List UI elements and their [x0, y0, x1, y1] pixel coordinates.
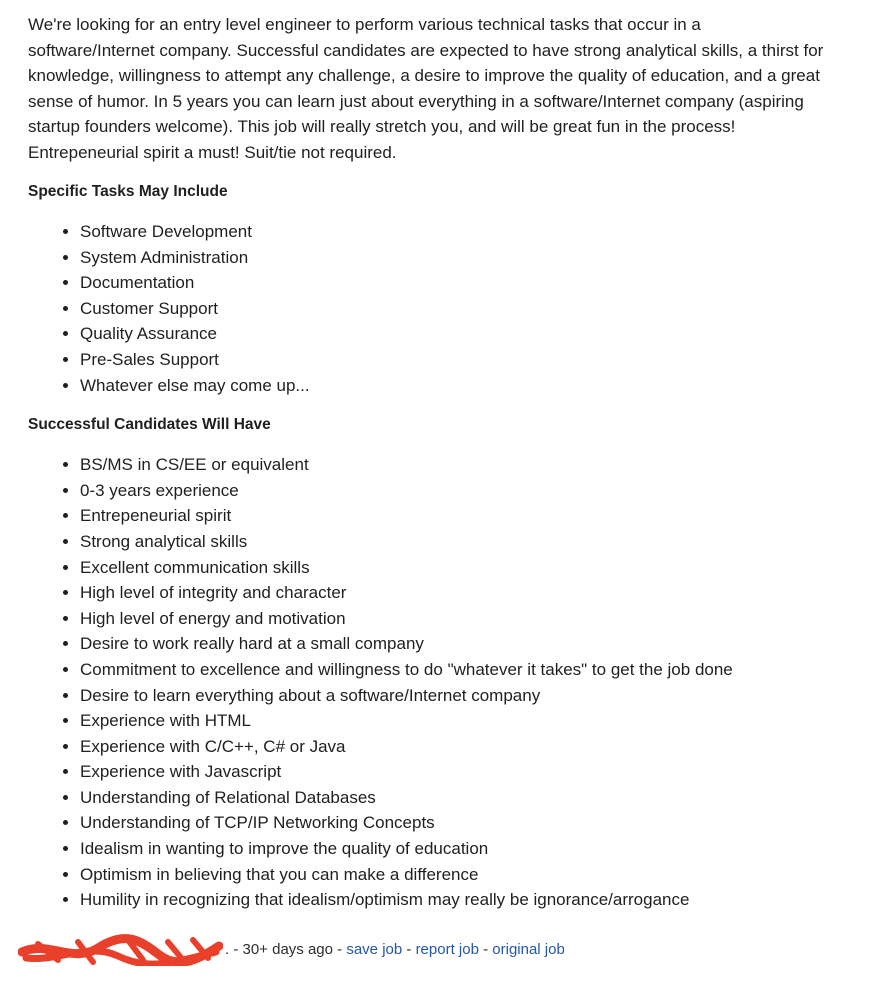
list-item: • BS/MS in CS/EE or equivalent [80, 452, 828, 478]
list-item: • Customer Support [80, 296, 828, 322]
list-item: • Excellent communication skills [80, 555, 828, 581]
candidates-list [28, 452, 828, 913]
list-item: • Idealism in wanting to improve the quality of education [80, 836, 828, 862]
list-item: • Understanding of Relational Databases [80, 785, 828, 811]
list-item: • Entrepeneurial spirit [80, 503, 828, 529]
job-footer [18, 934, 565, 966]
list-item: • Desire to work really hard at a small company [80, 631, 828, 657]
report-job-link[interactable]: report job [415, 941, 479, 958]
list-item: • Documentation [80, 270, 828, 296]
list-item: • Pre-Sales Support [80, 347, 828, 373]
tasks-heading: Specific Tasks May Include [28, 183, 228, 200]
candidates-heading: Successful Candidates Will Have [28, 416, 271, 434]
tasks-list [28, 219, 828, 398]
list-item: • Commitment to excellence and willingness to do "whatever it takes" to get the job done [80, 657, 828, 683]
list-item: • High level of integrity and character [80, 580, 828, 606]
redaction-scribble [18, 934, 223, 966]
list-item: • Strong analytical skills [80, 529, 828, 555]
separator: - [333, 941, 347, 958]
job-intro-paragraph: We're looking for an entry level engineer to perform various technical tasks that occur in a software/Internet company. Successful candidates are expected to have strong analytical skills, a thirst for knowledge, willingness to attempt any challenge, a desire to improve the quality of education, and a great sense of humor. In 5 years you can learn just about everything in a software/Internet company (aspiring startup founders welcome). This job will really stretch you, and will be great fun in the process! Entrepeneurial spirit a must! Suit/tie not required. [28, 15, 824, 162]
list-item: • Humility in recognizing that idealism/optimism may really be ignorance/arrogance [80, 887, 828, 913]
list-item: • Experience with Javascript [80, 759, 828, 785]
list-item: • Optimism in believing that you can make a difference [80, 862, 828, 888]
list-item: • System Administration [80, 245, 828, 271]
list-item: • Experience with C/C++, C# or Java [80, 734, 828, 760]
list-item: • Whatever else may come up... [80, 373, 828, 399]
separator: - [478, 941, 493, 958]
original-job-link[interactable]: original job [492, 941, 565, 958]
list-item: • Quality Assurance [80, 321, 828, 347]
list-item: • Experience with HTML [80, 708, 828, 734]
list-item: • High level of energy and motivation [80, 606, 828, 632]
list-item: • 0-3 years experience [80, 478, 828, 504]
save-job-link[interactable]: save job [346, 941, 403, 958]
list-item: • Understanding of TCP/IP Networking Concepts [80, 810, 828, 836]
separator: - [402, 941, 416, 958]
job-description [28, 12, 828, 913]
list-item: • Desire to learn everything about a software/Internet company [80, 683, 828, 709]
posted-age: . - 30+ days ago [225, 941, 333, 958]
list-item: • Software Development [80, 219, 828, 245]
